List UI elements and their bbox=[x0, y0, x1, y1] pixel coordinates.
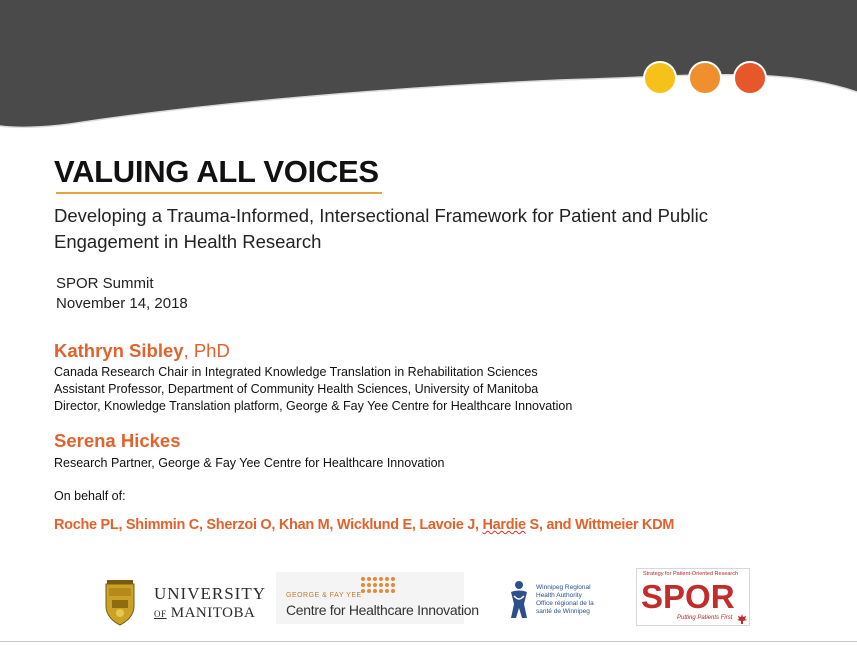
wrha-line: Health Authority bbox=[536, 592, 582, 599]
wrha-figure-icon bbox=[508, 580, 530, 620]
presenter-name-hickes bbox=[54, 430, 181, 452]
maple-leaf-icon bbox=[737, 614, 747, 624]
um-line-2 bbox=[154, 605, 255, 622]
footer-divider bbox=[0, 641, 857, 642]
authors-part-2: S, and Wittmeier KDM bbox=[525, 517, 675, 533]
spellcheck-flagged-word: Hardie bbox=[482, 517, 526, 533]
presenter-name: Serena Hickes bbox=[54, 430, 181, 451]
university-of-manitoba-logo bbox=[104, 580, 264, 628]
crest-icon bbox=[104, 580, 136, 626]
orange-dot-icon bbox=[688, 61, 722, 95]
red-orange-dot-icon bbox=[733, 61, 767, 95]
chi-small-text: GEORGE & FAY YEE bbox=[286, 592, 362, 599]
spor-wordmark: SPOR bbox=[641, 578, 735, 615]
wrha-text bbox=[536, 584, 594, 616]
event-date: November 14, 2018 bbox=[56, 295, 188, 312]
wrha-line: santé de Winnipeg bbox=[536, 608, 590, 615]
dot-grid-icon bbox=[360, 576, 400, 594]
affiliation-line: Director, Knowledge Translation platform, George & Fay Yee Centre for Healthcare Innovation bbox=[54, 399, 573, 413]
um-line-2-word: MANITOBA bbox=[170, 605, 256, 621]
wrha-logo bbox=[508, 580, 608, 622]
um-line-2-prefix: OF bbox=[154, 609, 167, 619]
slide-title: VALUING ALL VOICES bbox=[54, 154, 379, 189]
header-band bbox=[0, 0, 857, 140]
centre-healthcare-innovation-logo bbox=[276, 572, 479, 624]
wrha-line: Office régional de la bbox=[536, 600, 594, 607]
chi-big-text: Centre for Healthcare Innovation bbox=[286, 602, 479, 618]
slide-subtitle: Developing a Trauma-Informed, Intersectional Framework for Patient and Public Engagement in Health Research bbox=[54, 205, 708, 252]
spor-tagline-top: Strategy for Patient-Oriented Research bbox=[643, 571, 739, 577]
event-info bbox=[56, 274, 188, 314]
presenter-affiliations-hickes bbox=[54, 455, 445, 472]
affiliation-line: Assistant Professor, Department of Community Health Sciences, University of Manitoba bbox=[54, 382, 539, 396]
presenter-credential: , PhD bbox=[183, 340, 230, 361]
affiliation-line: Research Partner, George & Fay Yee Centre for Healthcare Innovation bbox=[54, 456, 445, 470]
on-behalf-label: On behalf of: bbox=[54, 489, 126, 503]
presenter-affiliations-sibley bbox=[54, 364, 572, 415]
title-underline bbox=[56, 192, 382, 194]
authors-part-1: Roche PL, Shimmin C, Sherzoi O, Khan M, Wicklund E, Lavoie J, bbox=[54, 517, 483, 533]
spor-tagline-bottom: Putting Patients First bbox=[677, 615, 733, 621]
presenter-name: Kathryn Sibley bbox=[54, 340, 184, 361]
author-list bbox=[54, 517, 674, 533]
event-name: SPOR Summit bbox=[56, 275, 154, 292]
um-line-1: UNIVERSITY bbox=[154, 584, 266, 603]
affiliation-line: Canada Research Chair in Integrated Knowledge Translation in Rehabilitation Sciences bbox=[54, 365, 538, 379]
yellow-dot-icon bbox=[643, 61, 677, 95]
presenter-name-sibley bbox=[54, 340, 230, 362]
spor-logo bbox=[636, 568, 750, 626]
wrha-line: Winnipeg Regional bbox=[536, 584, 591, 591]
